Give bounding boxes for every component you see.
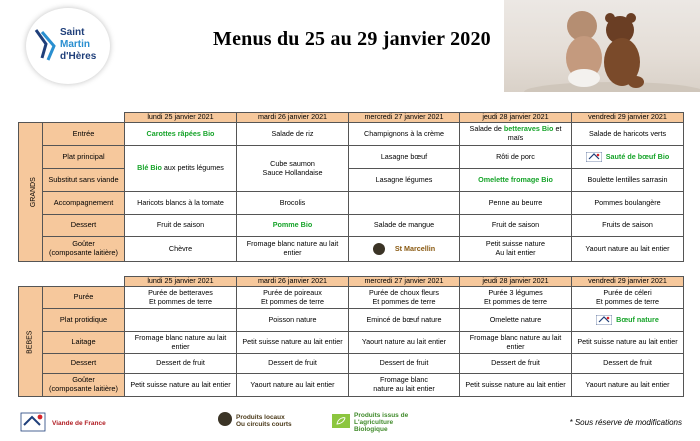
cell: Petit suisse nature au lait entier <box>237 332 349 354</box>
baby-with-teddy-photo <box>504 0 700 92</box>
day-header-mon: lundi 25 janvier 2021 <box>125 277 237 287</box>
row-label-accompagnement: Accompagnement <box>43 192 125 215</box>
cell: Salade de mangue <box>349 215 460 237</box>
cell <box>125 309 237 332</box>
cell: Chèvre <box>125 237 237 262</box>
cell: Salade de betteraves Bio et maïs <box>460 123 572 146</box>
cell: Purée de céleri Et pommes de terre <box>572 287 684 309</box>
cell: Dessert de fruit <box>460 354 572 374</box>
bebes-menu-table <box>18 276 684 397</box>
row-label-gouter-bebes: Goûter (composante laitière) <box>43 374 125 397</box>
cell: Rôti de porc <box>460 146 572 169</box>
logo-line-2: Martin <box>60 39 90 50</box>
cell: Petit suisse nature Au lait entier <box>460 237 572 262</box>
cell: Champignons à la crème <box>349 123 460 146</box>
cell <box>349 192 460 215</box>
day-header-wed: mercredi 27 janvier 2021 <box>349 277 460 287</box>
cell: Dessert de fruit <box>572 354 684 374</box>
cell: Fromage blanc nature au lait entier <box>460 332 572 354</box>
cell: Purée de betteraves Et pommes de terre <box>125 287 237 309</box>
cell: Yaourt nature au lait entier <box>237 374 349 397</box>
cell: Fromage blanc nature au lait entier <box>349 374 460 397</box>
eu-organic-leaf-icon <box>332 414 350 428</box>
swan-logo-icon <box>32 28 62 62</box>
cell: Yaourt nature au lait entier <box>349 332 460 354</box>
cell: Petit suisse nature au lait entier <box>572 332 684 354</box>
cell: Haricots blancs à la tomate <box>125 192 237 215</box>
cell: Cube saumon Sauce Hollandaise <box>237 146 349 192</box>
row-label-puree: Purée <box>43 287 125 309</box>
cell: Blé Bio aux petits légumes <box>125 146 237 192</box>
section-label-bebes: BEBES <box>19 287 43 397</box>
cell: Fruits de saison <box>572 215 684 237</box>
cell: Salade de haricots verts <box>572 123 684 146</box>
row-label-substitut: Substitut sans viande <box>43 169 125 192</box>
local-product-icon <box>218 412 232 426</box>
day-header-fri: vendredi 29 janvier 2021 <box>572 277 684 287</box>
cell: Dessert de fruit <box>125 354 237 374</box>
day-header-thu: jeudi 28 janvier 2021 <box>460 277 572 287</box>
day-header-mon: lundi 25 janvier 2021 <box>125 113 237 123</box>
cell: Omelette fromage Bio <box>460 169 572 192</box>
day-header-wed: mercredi 27 janvier 2021 <box>349 113 460 123</box>
logo-line-1: Saint <box>60 27 85 38</box>
cell: Fromage blanc nature au lait entier <box>125 332 237 354</box>
cell: Petit suisse nature au lait entier <box>125 374 237 397</box>
cell: Purée 3 légumes Et pommes de terre <box>460 287 572 309</box>
day-header-thu: jeudi 28 janvier 2021 <box>460 113 572 123</box>
row-label-gouter: Goûter (composante laitière) <box>43 237 125 262</box>
row-label-proteique: Plat protidique <box>43 309 125 332</box>
grands-menu-table <box>18 112 684 262</box>
cell: Fromage blanc nature au lait entier <box>237 237 349 262</box>
day-header-tue: mardi 26 janvier 2021 <box>237 277 349 287</box>
row-label-dessert-bebes: Dessert <box>43 354 125 374</box>
page-title: Menus du 25 au 29 janvier 2020 <box>213 28 491 50</box>
cell: Fruit de saison <box>460 215 572 237</box>
cell: Lasagne légumes <box>349 169 460 192</box>
viande-de-france-icon <box>586 152 602 162</box>
cell: Boulette lentilles sarrasin <box>572 169 684 192</box>
local-product-icon <box>373 243 385 255</box>
viande-de-france-icon <box>596 315 612 325</box>
cell: Fruit de saison <box>125 215 237 237</box>
cell: Yaourt nature au lait entier <box>572 374 684 397</box>
cell: Petit suisse nature au lait entier <box>460 374 572 397</box>
cell: Emincé de bœuf nature <box>349 309 460 332</box>
cell: Carottes râpées Bio <box>125 123 237 146</box>
day-header-fri: vendredi 29 janvier 2021 <box>572 113 684 123</box>
disclaimer-note: * Sous réserve de modifications <box>569 418 682 427</box>
viande-de-france-icon <box>20 412 46 432</box>
cell: Yaourt nature au lait entier <box>572 237 684 262</box>
row-label-entree: Entrée <box>43 123 125 146</box>
row-label-laitage: Laitage <box>43 332 125 354</box>
day-header-tue: mardi 26 janvier 2021 <box>237 113 349 123</box>
cell: Poisson nature <box>237 309 349 332</box>
row-label-dessert: Dessert <box>43 215 125 237</box>
cell: Dessert de fruit <box>349 354 460 374</box>
cell: Bœuf nature <box>572 309 684 332</box>
cell: Brocolis <box>237 192 349 215</box>
cell: St Marcellin <box>349 237 460 262</box>
cell: Sauté de bœuf Bio <box>572 146 684 169</box>
city-logo <box>26 8 110 84</box>
cell: Purée de poireaux Et pommes de terre <box>237 287 349 309</box>
cell: Purée de choux fleurs Et pommes de terre <box>349 287 460 309</box>
cell: Omelette nature <box>460 309 572 332</box>
cell: Penne au beurre <box>460 192 572 215</box>
section-label-grands: GRANDS <box>19 123 43 262</box>
cell: Lasagne bœuf <box>349 146 460 169</box>
cell: Pomme Bio <box>237 215 349 237</box>
cell: Salade de riz <box>237 123 349 146</box>
legend-viande-de-france: Viande de France <box>20 412 46 434</box>
cell: Pommes boulangère <box>572 192 684 215</box>
row-label-plat: Plat principal <box>43 146 125 169</box>
logo-line-3: d'Hères <box>60 51 97 62</box>
cell: Dessert de fruit <box>237 354 349 374</box>
